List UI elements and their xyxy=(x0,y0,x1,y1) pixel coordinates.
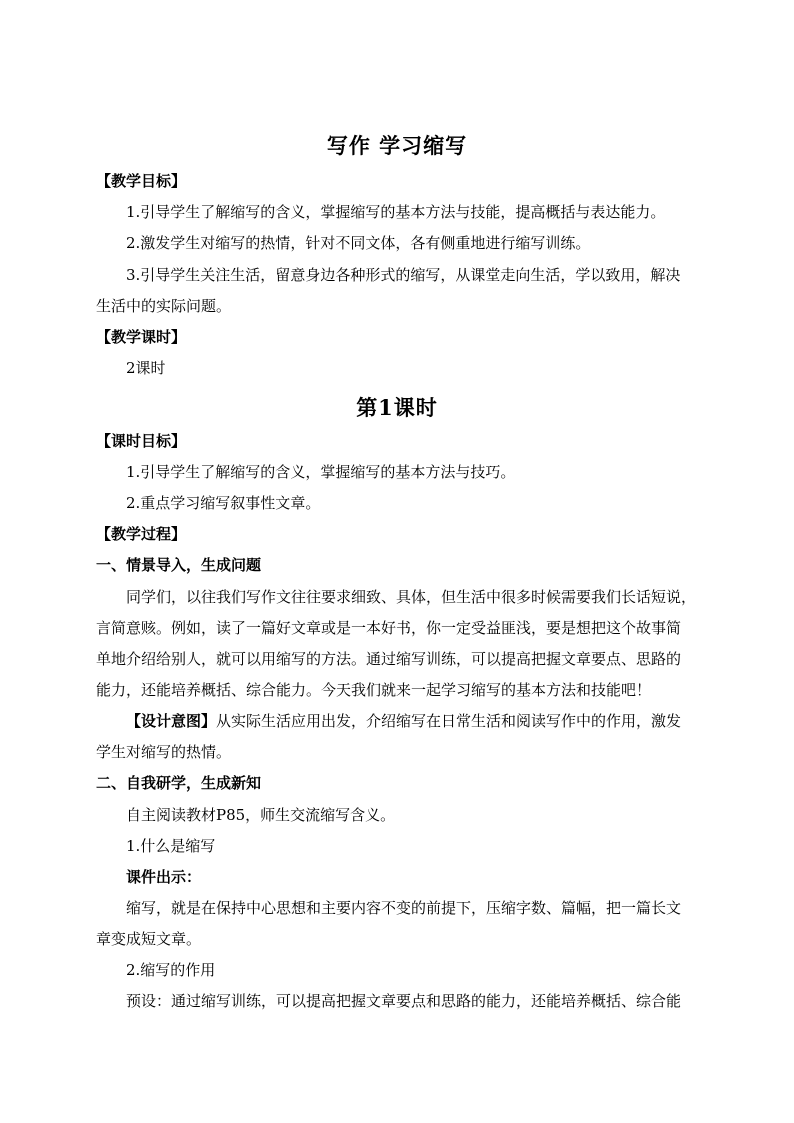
paragraph-line: 言简意赅。例如，读了一篇好文章或是一本好书，你一定受益匪浅，要是想把这个故事简 xyxy=(96,619,682,637)
section-header-teaching-goals: 【教学目标】 xyxy=(96,172,187,190)
goal-item-continuation: 生活中的实际问题。 xyxy=(96,297,232,315)
section-header-lesson-goals: 【课时目标】 xyxy=(96,432,187,450)
definition-line: 章变成短文章。 xyxy=(96,930,202,948)
design-intent-text: 从实际生活应用出发，介绍缩写在日常生活和阅读写作中的作用，激发 xyxy=(216,712,682,730)
courseware-label: 课件出示： xyxy=(126,868,202,886)
section-header-class-hours: 【教学课时】 xyxy=(96,328,187,346)
question-2: 2.缩写的作用 xyxy=(126,961,216,979)
lesson-goal-item: 1.引导学生了解缩写的含义，掌握缩写的基本方法与技巧。 xyxy=(126,463,516,481)
goal-item: 2.激发学生对缩写的热情，针对不同文体，各有侧重地进行缩写训练。 xyxy=(126,234,591,252)
part2-intro: 自主阅读教材P85，师生交流缩写含义。 xyxy=(126,806,396,824)
paragraph-line: 同学们，以往我们写作文往往要求细致、具体，但生活中很多时候需要我们长话短说， xyxy=(126,588,697,606)
section-header-teaching-process: 【教学过程】 xyxy=(96,525,187,543)
design-intent xyxy=(126,711,716,731)
paragraph-line: 单地介绍给别人，就可以用缩写的方法。通过缩写训练，可以提高把握文章要点、思路的 xyxy=(96,650,682,668)
document-title: 写作 学习缩写 xyxy=(326,133,468,158)
design-intent-label: 【设计意图】 xyxy=(126,712,217,730)
design-intent-continuation: 学生对缩写的热情。 xyxy=(96,743,232,761)
lesson-title: 第1课时 xyxy=(356,395,438,420)
goal-item: 3.引导学生关注生活，留意身边各种形式的缩写，从课堂走向生活，学以致用，解决 xyxy=(126,266,681,284)
class-hours-value: 2课时 xyxy=(126,359,166,377)
part1-title: 一、情景导入，生成问题 xyxy=(96,556,262,574)
definition-line: 缩写，就是在保持中心思想和主要内容不变的前提下，压缩字数、篇幅，把一篇长文 xyxy=(126,899,682,917)
goal-item: 1.引导学生了解缩写的含义，掌握缩写的基本方法与技能，提高概括与表达能力。 xyxy=(126,203,666,221)
preset-answer: 预设：通过缩写训练，可以提高把握文章要点和思路的能力，还能培养概括、综合能 xyxy=(126,992,682,1010)
paragraph-line: 能力，还能培养概括、综合能力。今天我们就来一起学习缩写的基本方法和技能吧！ xyxy=(96,681,652,699)
question-1: 1.什么是缩写 xyxy=(126,837,216,855)
part2-title: 二、自我研学，生成新知 xyxy=(96,774,262,792)
lesson-goal-item: 2.重点学习缩写叙事性文章。 xyxy=(126,494,321,512)
